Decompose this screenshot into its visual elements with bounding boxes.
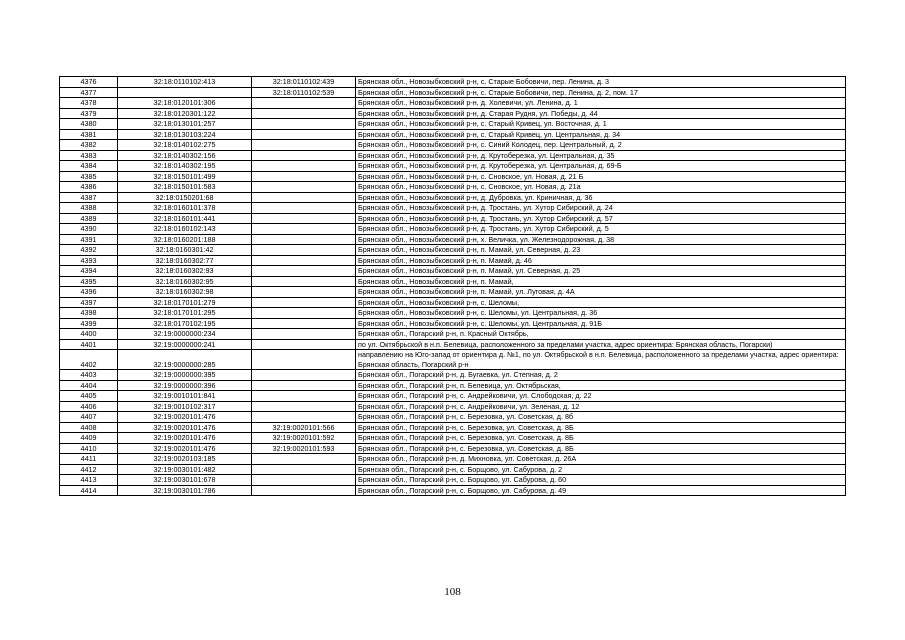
address-cell: Брянская обл., Новозыбковский р-н, п. Мамай, ул. Северная, д. 23	[356, 245, 846, 256]
object-cadastral-number-cell	[252, 412, 356, 423]
table-row	[60, 150, 846, 161]
object-cadastral-number-cell	[252, 380, 356, 391]
table-row	[60, 422, 846, 433]
table-row	[60, 329, 846, 340]
cadastral-number-cell: 32:19:0000000:395	[118, 370, 252, 381]
table-row	[60, 475, 846, 486]
address-cell: Брянская обл., Новозыбковский р-н, д. Дубровка, ул. Криничная, д. 36	[356, 192, 846, 203]
cadastral-number-cell: 32:19:0000000:234	[118, 329, 252, 340]
row-number-cell: 4414	[60, 485, 118, 496]
object-cadastral-number-cell	[252, 234, 356, 245]
row-number-cell: 4393	[60, 255, 118, 266]
address-cell: Брянская обл., Новозыбковский р-н, п. Мамай, ул. Луговая, д. 4А	[356, 287, 846, 298]
cadastral-number-cell: 32:18:0140102:275	[118, 140, 252, 151]
row-number-cell: 4382	[60, 140, 118, 151]
table-row	[60, 391, 846, 402]
row-number-cell: 4390	[60, 224, 118, 235]
object-cadastral-number-cell	[252, 150, 356, 161]
table-row	[60, 370, 846, 381]
row-number-cell: 4376	[60, 77, 118, 88]
object-cadastral-number-cell	[252, 161, 356, 172]
address-cell: Брянская обл., Погарский р-н, с. Березовка, ул. Советская, д. 8Б	[356, 422, 846, 433]
object-cadastral-number-cell	[252, 350, 356, 370]
table-row	[60, 98, 846, 109]
address-cell: направлению на Юго-запад от ориентира д. №1, по ул. Октябрьской в н.п. Белевица, расположенного за пределами участка, адрес ориентира: Брянская область, Погарский р-н	[356, 350, 846, 370]
object-cadastral-number-cell: 32:19:0020101:593	[252, 443, 356, 454]
table-row	[60, 464, 846, 475]
row-number-cell: 4388	[60, 203, 118, 214]
table-row	[60, 339, 846, 350]
table-row	[60, 77, 846, 88]
cadastral-number-cell: 32:18:0160201:188	[118, 234, 252, 245]
address-cell: Брянская обл., Новозыбковский р-н, д. Тростань, ул. Хутор Сибирский, д. 24	[356, 203, 846, 214]
row-number-cell: 4398	[60, 308, 118, 319]
object-cadastral-number-cell	[252, 140, 356, 151]
address-cell: Брянская обл., Погарский р-н, с. Березовка, ул. Советская, д. 8Б	[356, 443, 846, 454]
row-number-cell: 4403	[60, 370, 118, 381]
table-row	[60, 433, 846, 444]
row-number-cell: 4402	[60, 350, 118, 370]
object-cadastral-number-cell	[252, 213, 356, 224]
address-cell: Брянская обл., Новозыбковский р-н, с. Старые Бобовичи, пер. Ленина, д. 3	[356, 77, 846, 88]
object-cadastral-number-cell	[252, 171, 356, 182]
object-cadastral-number-cell	[252, 391, 356, 402]
row-number-cell: 4387	[60, 192, 118, 203]
table-row	[60, 140, 846, 151]
table-row	[60, 287, 846, 298]
address-cell: Брянская обл., Новозыбковский р-н, д. Крутоберезка, ул. Центральная, д. 69-Б	[356, 161, 846, 172]
row-number-cell: 4392	[60, 245, 118, 256]
table-row	[60, 245, 846, 256]
row-number-cell: 4412	[60, 464, 118, 475]
row-number-cell: 4391	[60, 234, 118, 245]
row-number-cell: 4406	[60, 401, 118, 412]
object-cadastral-number-cell	[252, 129, 356, 140]
cadastral-number-cell: 32:18:0130103:224	[118, 129, 252, 140]
table-row	[60, 119, 846, 130]
cadastral-number-cell: 32:18:0160301:42	[118, 245, 252, 256]
address-cell: Брянская обл., Погарский р-н, с. Березовка, ул. Советская, д. 8б	[356, 412, 846, 423]
table-row	[60, 485, 846, 496]
address-cell: Брянская обл., Погарский р-н, д. Бугаевка, ул. Степная, д. 2	[356, 370, 846, 381]
address-cell: Брянская обл., Новозыбковский р-н, п. Мамай,	[356, 276, 846, 287]
row-number-cell: 4410	[60, 443, 118, 454]
object-cadastral-number-cell	[252, 266, 356, 277]
cadastral-number-cell: 32:19:0020101:476	[118, 433, 252, 444]
row-number-cell: 4401	[60, 339, 118, 350]
cadastral-number-cell	[118, 87, 252, 98]
object-cadastral-number-cell	[252, 318, 356, 329]
table-row	[60, 443, 846, 454]
object-cadastral-number-cell	[252, 287, 356, 298]
address-cell: Брянская обл., Новозыбковский р-н, с. Сновское, ул. Новая, д. 21а	[356, 182, 846, 193]
object-cadastral-number-cell	[252, 454, 356, 465]
cadastral-number-cell: 32:19:0020101:476	[118, 422, 252, 433]
address-cell: Брянская обл., Погарский р-н, д. Михновка, ул. Советская, д. 26А	[356, 454, 846, 465]
address-cell: Брянская обл., Погарский р-н, п. Белевица, ул. Октябрьская,	[356, 380, 846, 391]
row-number-cell: 4405	[60, 391, 118, 402]
table-row	[60, 266, 846, 277]
address-cell: Брянская обл., Погарский р-н, п. Красный Октябрь,	[356, 329, 846, 340]
row-number-cell: 4400	[60, 329, 118, 340]
address-cell: Брянская обл., Новозыбковский р-н, д. Холевичи, ул. Ленина, д. 1	[356, 98, 846, 109]
address-cell: Брянская обл., Новозыбковский р-н, п. Мамай, ул. Северная, д. 25	[356, 266, 846, 277]
table-row	[60, 171, 846, 182]
row-number-cell: 4408	[60, 422, 118, 433]
cadastral-number-cell: 32:19:0030101:678	[118, 475, 252, 486]
address-cell: по ул. Октябрьской в н.п. Белевица, расположенного за пределами участка, адрес ориентира: Брянская область, Погарски)	[356, 339, 846, 350]
table-row	[60, 308, 846, 319]
address-cell: Брянская обл., Новозыбковский р-н, с. Старый Кривец, ул. Восточная, д. 1	[356, 119, 846, 130]
object-cadastral-number-cell	[252, 297, 356, 308]
table-row	[60, 318, 846, 329]
table-row	[60, 350, 846, 370]
row-number-cell: 4407	[60, 412, 118, 423]
cadastral-number-cell: 32:19:0000000:396	[118, 380, 252, 391]
cadastral-number-cell: 32:19:0020101:476	[118, 443, 252, 454]
row-number-cell: 4409	[60, 433, 118, 444]
cadastral-number-cell: 32:18:0160101:378	[118, 203, 252, 214]
row-number-cell: 4381	[60, 129, 118, 140]
address-cell: Брянская обл., Погарский р-н, с. Березовка, ул. Советская, д. 8Б	[356, 433, 846, 444]
cadastral-number-cell: 32:18:0160302:77	[118, 255, 252, 266]
table-row	[60, 276, 846, 287]
address-cell: Брянская обл., Новозыбковский р-н, х. Величка, ул. Железнодорожная, д. 38	[356, 234, 846, 245]
cadastral-number-cell: 32:18:0150101:583	[118, 182, 252, 193]
table-row	[60, 108, 846, 119]
address-cell: Брянская обл., Погарский р-н, с. Борщово, ул. Сабурова, д. 60	[356, 475, 846, 486]
cadastral-number-cell: 32:18:0150201:68	[118, 192, 252, 203]
cadastral-number-cell: 32:18:0160302:93	[118, 266, 252, 277]
address-cell: Брянская обл., Погарский р-н, с. Борщово, ул. Сабурова, д. 2	[356, 464, 846, 475]
object-cadastral-number-cell: 32:18:0110102:539	[252, 87, 356, 98]
object-cadastral-number-cell	[252, 192, 356, 203]
row-number-cell: 4397	[60, 297, 118, 308]
row-number-cell: 4404	[60, 380, 118, 391]
table-row	[60, 454, 846, 465]
object-cadastral-number-cell	[252, 339, 356, 350]
row-number-cell: 4395	[60, 276, 118, 287]
object-cadastral-number-cell: 32:19:0020101:566	[252, 422, 356, 433]
table-row	[60, 182, 846, 193]
table-row	[60, 192, 846, 203]
cadastral-number-cell: 32:18:0160302:95	[118, 276, 252, 287]
cadastral-number-cell: 32:19:0010102:317	[118, 401, 252, 412]
table-row	[60, 255, 846, 266]
cadastral-number-cell: 32:19:0000000:285	[118, 350, 252, 370]
table-row	[60, 161, 846, 172]
object-cadastral-number-cell	[252, 308, 356, 319]
object-cadastral-number-cell	[252, 255, 356, 266]
row-number-cell: 4396	[60, 287, 118, 298]
address-cell: Брянская обл., Погарский р-н, с. Андрейковичи, ул. Слободская, д. 22	[356, 391, 846, 402]
cadastral-number-cell: 32:18:0130101:257	[118, 119, 252, 130]
table-row	[60, 401, 846, 412]
address-cell: Брянская обл., Новозыбковский р-н, д. Тростань, ул. Хутор Сибирский, д. 57	[356, 213, 846, 224]
object-cadastral-number-cell	[252, 329, 356, 340]
table-row	[60, 213, 846, 224]
table-row	[60, 203, 846, 214]
row-number-cell: 4384	[60, 161, 118, 172]
address-cell: Брянская обл., Новозыбковский р-н, с. Шеломы, ул. Центральная, д. 36	[356, 308, 846, 319]
row-number-cell: 4378	[60, 98, 118, 109]
cadastral-number-cell: 32:18:0170102:195	[118, 318, 252, 329]
row-number-cell: 4386	[60, 182, 118, 193]
object-cadastral-number-cell	[252, 108, 356, 119]
object-cadastral-number-cell	[252, 182, 356, 193]
cadastral-number-cell: 32:19:0010101:841	[118, 391, 252, 402]
address-cell: Брянская обл., Новозыбковский р-н, с. Сновское, ул. Новая, д. 21 Б	[356, 171, 846, 182]
object-cadastral-number-cell: 32:19:0020101:592	[252, 433, 356, 444]
address-cell: Брянская обл., Новозыбковский р-н, с. Шеломы,	[356, 297, 846, 308]
object-cadastral-number-cell	[252, 485, 356, 496]
row-number-cell: 4411	[60, 454, 118, 465]
row-number-cell: 4379	[60, 108, 118, 119]
object-cadastral-number-cell	[252, 401, 356, 412]
address-cell: Брянская обл., Погарский р-н, с. Борщово, ул. Сабурова, д. 49	[356, 485, 846, 496]
address-cell: Брянская обл., Погарский р-н, с. Андрейковичи, ул. Зеленая, д. 12	[356, 401, 846, 412]
object-cadastral-number-cell	[252, 276, 356, 287]
cadastral-number-cell: 32:18:0140302:156	[118, 150, 252, 161]
row-number-cell: 4394	[60, 266, 118, 277]
address-cell: Брянская обл., Новозыбковский р-н, с. Старый Кривец, ул. Центральная, д. 34	[356, 129, 846, 140]
cadastral-number-cell: 32:18:0160102:143	[118, 224, 252, 235]
object-cadastral-number-cell	[252, 119, 356, 130]
cadastral-number-cell: 32:18:0120101:306	[118, 98, 252, 109]
cadastral-number-cell: 32:19:0000000:241	[118, 339, 252, 350]
row-number-cell: 4377	[60, 87, 118, 98]
cadastral-number-cell: 32:18:0170101:295	[118, 308, 252, 319]
address-cell: Брянская обл., Новозыбковский р-н, п. Мамай, д. 46	[356, 255, 846, 266]
object-cadastral-number-cell	[252, 98, 356, 109]
object-cadastral-number-cell	[252, 203, 356, 214]
address-cell: Брянская обл., Новозыбковский р-н, с. Шеломы, ул. Центральная, д. 91Б	[356, 318, 846, 329]
address-cell: Брянская обл., Новозыбковский р-н, с. Старые Бобовичи, пер. Ленина, д. 2, пом. 17	[356, 87, 846, 98]
table-row	[60, 297, 846, 308]
object-cadastral-number-cell	[252, 245, 356, 256]
table-row	[60, 129, 846, 140]
row-number-cell: 4380	[60, 119, 118, 130]
row-number-cell: 4385	[60, 171, 118, 182]
cadastral-number-cell: 32:18:0160101:441	[118, 213, 252, 224]
object-cadastral-number-cell	[252, 224, 356, 235]
cadastral-number-cell: 32:18:0170101:279	[118, 297, 252, 308]
address-cell: Брянская обл., Новозыбковский р-н, д. Крутоберезка, ул. Центральная, д. 35	[356, 150, 846, 161]
address-cell: Брянская обл., Новозыбковский р-н, д. Старая Рудня, ул. Победы, д. 44	[356, 108, 846, 119]
cadastral-number-cell: 32:19:0030101:786	[118, 485, 252, 496]
registry-table-body	[60, 77, 846, 496]
registry-table	[59, 76, 846, 496]
cadastral-number-cell: 32:18:0160302:98	[118, 287, 252, 298]
cadastral-number-cell: 32:18:0110102:413	[118, 77, 252, 88]
address-cell: Брянская обл., Новозыбковский р-н, д. Тростань, ул. Хутор Сибирский, д. 5	[356, 224, 846, 235]
address-cell: Брянская обл., Новозыбковский р-н, с. Синий Колодец, пер. Центральный, д. 2	[356, 140, 846, 151]
table-row	[60, 412, 846, 423]
object-cadastral-number-cell	[252, 475, 356, 486]
row-number-cell: 4389	[60, 213, 118, 224]
cadastral-number-cell: 32:18:0150101:499	[118, 171, 252, 182]
page-number: 108	[444, 586, 461, 598]
table-row	[60, 224, 846, 235]
object-cadastral-number-cell	[252, 370, 356, 381]
row-number-cell: 4399	[60, 318, 118, 329]
cadastral-number-cell: 32:19:0030101:482	[118, 464, 252, 475]
table-row	[60, 87, 846, 98]
row-number-cell: 4383	[60, 150, 118, 161]
table-row	[60, 380, 846, 391]
cadastral-number-cell: 32:19:0020101:476	[118, 412, 252, 423]
cadastral-number-cell: 32:19:0020103:185	[118, 454, 252, 465]
cadastral-number-cell: 32:18:0140302:195	[118, 161, 252, 172]
row-number-cell: 4413	[60, 475, 118, 486]
table-row	[60, 234, 846, 245]
object-cadastral-number-cell: 32:18:0110102:439	[252, 77, 356, 88]
object-cadastral-number-cell	[252, 464, 356, 475]
cadastral-number-cell: 32:18:0120301:122	[118, 108, 252, 119]
